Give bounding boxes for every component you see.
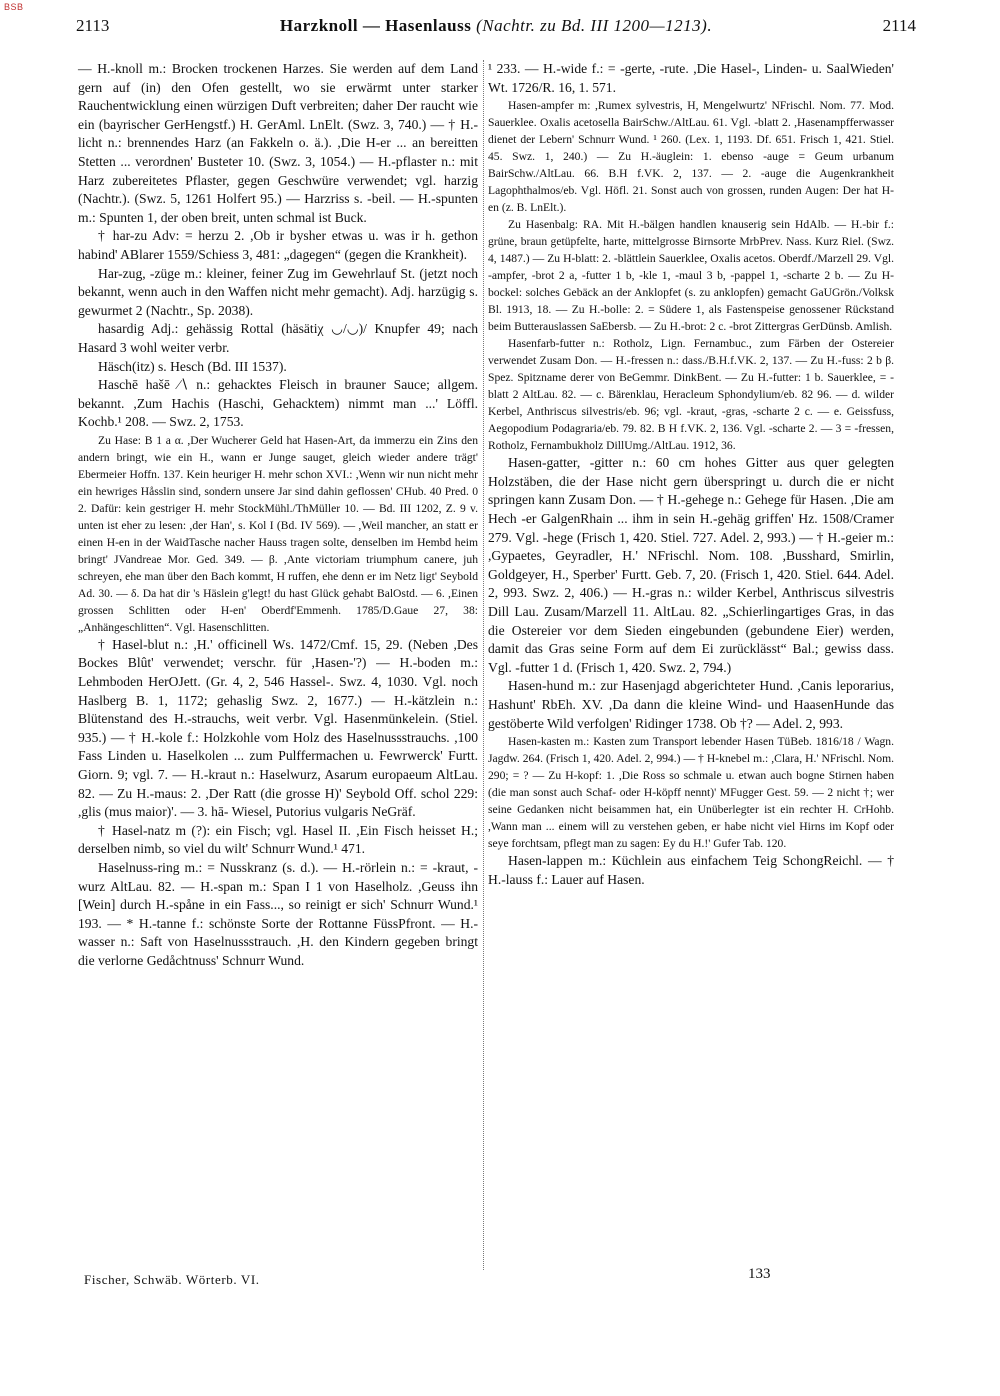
- dictionary-entry: Hasen-ampfer m: ,Rumex sylvestris, H, Mengelwurtz' NFrischl. Nom. 77. Mod. Sauerklee. Oxalis acetosella BairSchw./AltLau. 61. Vgl. -blatt 2. ,Hasenampfferwasser dienet der Lebern' Schnurr Wund. ¹ 260. (Lex. 1, 1193. Df. 651. Frisch 1, 421. Stiel. 45. Swz. 1, 240.) — Zu H.-äuglein: 1. ebenso -auge = Geum urbanum BairSchw./AltLau. 66. B.H f.VK. 2, 137. — 2. -auge die Augenkrankheit Lagophthalmos/eb. Vgl. Höfl. 21. Sonst auch von grossen, runden Augen: Der hat H-en (z. B. LnElt.).: [488, 99, 894, 215]
- dictionary-entry: Hasenfarb-futter n.: Rotholz, Lign. Fernambuc., zum Färben der Ostereier verwendet Zusam Don. — H.-fressen n.: dass./B.H.f.VK. 2, 137. — Zu H.-fuss: 2 b β. Spez. Spitzname derer von BeGemmr. DinkBent. — Zu H.-futter: 1 b. Sauerklee, = -blatt 2 AltLau. 82. — c. Bärenklau, Heracleum Sphondylium/eb. 82 96. — d. wilder Kerbel, Anthriscus silvestris/eb. 96; vgl. -kraut, -gras, -scharte 2 c. — e. Geissfuss, Aegopodium Podagraria/eb. 79. 82. B H f.VK. 2, 136. Vgl. -scharte 2. — 3 = -fressen, Rotholz, Fernambukholz DillUmg./AltLau. 1912, 36.: [488, 337, 894, 453]
- left-column: [78, 60, 478, 971]
- dictionary-entry: Haschē hašē ∕∖ n.: gehacktes Fleisch in brauner Sauce; allgem. bekannt. ,Zum Hachis (Haschi, Gehacktem) nimmt man ...' Löffl. Kochb.¹ 208. — Swz. 2, 1753.: [78, 377, 478, 430]
- dictionary-entry: Haselnuss-ring m.: = Nusskranz (s. d.). — H.-rörlein n.: = -kraut, -wurz AltLau. 82. — H.-span m.: Span I 1 von Haselholz. ,Geuss ihn [Wein] durch H.-spåne in ein Fass..., so reinigt er sich' Schnurr Wund.¹ 193. — * H.-tanne f.: schönste Sorte der Rottanne FüssPfront. — H.-wasser n.: Saft von Haselnussstrauch. ,H. den Kindern gegeben bringt die verlorne Gedåchtnuss' Schnurr Wund.: [78, 860, 478, 968]
- page-number-right: 2114: [882, 16, 916, 35]
- library-stamp: BSB: [4, 2, 24, 12]
- footer-source: Fischer, Schwäb. Wörterb. VI.: [84, 1272, 260, 1287]
- dictionary-entry: † Hasel-natz m (?): ein Fisch; vgl. Hasel II. ,Ein Fisch heisset H.; derselben nimb, so viel du wilt' Schnurr Wund.¹ 471.: [78, 822, 478, 857]
- dictionary-entry: Häsch(itz) s. Hesch (Bd. III 1537).: [98, 358, 287, 374]
- page-header: [76, 16, 916, 42]
- dictionary-entry: ¹ 233. — H.-wide f.: = -gerte, -rute. ,Die Hasel-, Linden- u. SaalWieden' Wt. 1726/R. 16, 1. 571.: [488, 61, 894, 95]
- dictionary-entry: Hasen-lappen m.: Küchlein aus einfachem Teig SchongReichl. — † H.-lauss f.: Lauer auf Hasen.: [488, 853, 894, 887]
- dictionary-entry: Har-zug, -züge m.: kleiner, feiner Zug im Gewehrlauf St. (jetzt noch bekannt, wenn auch in den Waffen nicht mehr gemacht). Adj. harzügig s. gewurmet 2 (Nachtr., Sp. 2038).: [78, 265, 478, 318]
- dictionary-entry: Zu Hase: B 1 a α. ,Der Wucherer Geld hat Hasen-Art, da immerzu ein Zins den andern bringt, wie ein H., wann er Junge sauget, gleich wieder andere trägt' Ebermeier Hoffn. 137. Kein heuriger H. mehr schon XVI.: ,Wenn wir nun nicht mehr ein hewriges Håsslin sind, sondern unsere Jar sind dahin geflossen' CHub. 40 Pred. 0 2. Dafür: kein gestriger H. mehr StockMühl./ThMüller 10. — Bd. III 1202, Z. 9 v. unten ist eher zu lesen: ,der Han', s. Kol I (Bd. IV 569). — ,Weil mancher, an statt er einen H-en in der WaidTasche nacher Hauss tragen solte, denselben im Hembd heim bringt' JVandreae Mor. Ged. 349. — β. ,Ante victoriam triumphum canere, juh schreyen, ehe man über den Bach kommt, H ruffen, ehe denn er im Netz ligt' Seybold Ad. 30. — δ. Da hat dir 's Häslein g'legt! du hast Glück gehabt BalOstd. — 6. ,Einen grossen Schlitten oder H-en' Oberdf'Emmenh. 1785/D.Gaue 27, 38: „Anhängeschlitten“. Vgl. Hasenschlitten.: [78, 433, 478, 634]
- footer-sheet-number: 133: [748, 1266, 771, 1282]
- running-title: [76, 16, 916, 36]
- dictionary-entry: † Hasel-blut n.: ,H.' officinell Ws. 1472/Cmf. 15, 29. (Neben ,Des Bockes Blût' verwendet; verschr. für ,Hasen-'?) — H.-boden m.: Lehmboden HerOJett. (Gr. 4, 2, 546 Hassel-. Swz. 4, 1030. Vgl. noch Haslberg B. 1, 1172; gehaslig Swz. 2, 1677.) — H.-kätzlein n.: Blütenstand des H.-strauchs, weit verbr. Vgl. Hasenmünkelein. (Stiel. 935.) — † H.-kole f.: Holzkohle vom Holz des Haselnussstrauchs. ,100 Fass Linden u. Haselkolen ... zum Pulffermachen u. Fewrwerck' Furtt. Giorn. 9; vgl. 7. — H.-kraut n.: Haselwurz, Asarum europaeum AltLau. 82. — Zu H.-maus: 2. ,Der Ratt (die grosse H)' Seybold Off. schol 229: ,glis (mus maior)'. — 3. hā- Wiesel, Putorius vulgaris NeGräf.: [78, 636, 478, 820]
- column-divider: [483, 60, 484, 1270]
- dictionary-entry: — H.-knoll m.: Brocken trockenen Harzes. Sie werden auf dem Land gern auf (in) den Ofen gestellt, wo sie erwärmt unter starker Rauchentwicklung einen würzigen Duft verbreiten; daher Der raucht wie ein (bayrischer GerHengstf.) H. GerAml. LnElt. (Swz. 3, 740.) — † H.-licht n.: brennendes Harz (an Fakkeln o. ä.). ,Die H-er ... an bereitten Stetten ... verordnen' Busteter 10. (Swz. 3, 1054.) — H.-pflaster n.: mit Harz zubereitetes Pflaster, gegen Geschwüre verwendet; vgl. harzig (Nachtr.). (Swz. 5, 1261 Holfert 95.) — Harzriss s. -beil. — H.-spunten m.: Spunten 1, der oben breit, unten schmal ist Buck.: [78, 61, 478, 225]
- dictionary-entry: Hasen-hund m.: zur Hasenjagd abgerichteter Hund. ,Canis leporarius, Hashunt' RbEh. XV. ,Da dann die kleine Wind- und HaasenHunde das gestöberte Wild verfolgen' Ridinger 1738. Ob †? — Adel. 2, 993.: [488, 678, 894, 731]
- running-title-supplement: (Nachtr. zu Bd. III 1200—1213).: [476, 16, 713, 35]
- right-column: [488, 60, 894, 889]
- dictionary-entry: Hasen-gatter, -gitter n.: 60 cm hohes Gitter aus quer gelegten Holzstäben, die der Hase nicht gern überspringt u. durch die er nicht springen kann Zusam Don. — † H.-gehege n.: Gehege für Hasen. ,Die am Hech -er GalgenRhain ... ihm in sein H.-gehäg griffen' Hz. 1508/Cramer 279. Vgl. -hege (Frisch 1, 420. Stiel. 727. Adel. 2, 993.) — † H.-geier m.: ,Gypaetes, Geyradler, H.' NFrischl. Nom. 108. ,Busshard, Smirlin, Goldgeyer, H., Sperber' Furtt. Geb. 7, 20. (Frisch 1, 420. Stiel. 644. Adel. 2, 993. Swz. 2, 406.) — H.-gras n.: wilder Kerbel, Anthriscus silvestris Dill Lau. Zusam/Marzell 11. AltLau. 82. „Schierlingartiges Gras, in das die Ostereier vor dem Sieden eingebunden (gebundene Eier) werden, damit das Gras seine Form auf dem Ei zurücklässt“ Bal.; gewiss dass. Vgl. -futter 1 d. (Frisch 1, 420. Swz. 2, 794.): [488, 455, 894, 675]
- dictionary-entry: † har-zu Adv: = herzu 2. ,Ob ir bysher etwas u. was ir h. gethon habind' ABlarer 1559/Schiess 3, 481: „dagegen“ (gegen die Krankheit).: [78, 228, 478, 262]
- page-number-left: 2113: [76, 16, 110, 35]
- running-title-main: Harzknoll — Hasenlauss: [279, 16, 472, 35]
- dictionary-entry: hasardig Adj.: gehässig Rottal (häsätiχ ◡/◡)/ Knupfer 49; nach Hasard 3 wohl weiter verbr.: [78, 321, 478, 355]
- dictionary-entry: Hasen-kasten m.: Kasten zum Transport lebender Hasen TüBeb. 1816/18 / Wagn. Jagdw. 264. (Frisch 1, 420. Adel. 2, 994.) — † H-knebel m.: ,Clara, H.' NFrischl. Nom. 290; = ? — Zu H-kopf: 1. ,Die Ross so schmale u. etwan auch bogne Stirnen haben (die man sonst auch Schaf- oder H-köpff nennt)' MFugger Gest. 59. — 2 nicht †; wer seine Gedanken nicht beisammen hat, ein Unüberlegter ist ein rechter H. CrHohb. ,Wann man ... einem will zu verstehen geben, er habe nicht viel Hirns im Kopf oder seye forchtsam, pflegt man zu sagen: Ey du H.!' Gufer Tab. 120.: [488, 735, 894, 851]
- dictionary-entry: Zu Hasenbalg: RA. Mit H.-bälgen handlen knauserig sein HdAlb. — H.-bir f.: grüne, braun getüpfelte, harte, mittelgrosse Birnsorte MrbPrev. Nass. Kurz Riel. (Swz. 4, 1487.) — Zu H-blatt: 2. -blättlein Sauerklee, Oxalis acetos. Oberdf./Marzell 29. Vgl. -ampfer, -brot 2 a, -futter 1 b, -kle 1, -maul 3 b, -pappel 1, -scharte 2 b. — Zu H-bockel: solches Gebäck an der Anklopfet (s. zu anklopfen) gemacht GaUGrön./Volksk Bl. 1913, 18. — Zu H.-bolle: 2. = Südere 1, als Fastenspeise genossener Rückstand beim Butterauslassen SaEbersb. — Zu H.-brot: 2 c. -brot Zittergras GerDünsb. Amlish.: [488, 218, 894, 334]
